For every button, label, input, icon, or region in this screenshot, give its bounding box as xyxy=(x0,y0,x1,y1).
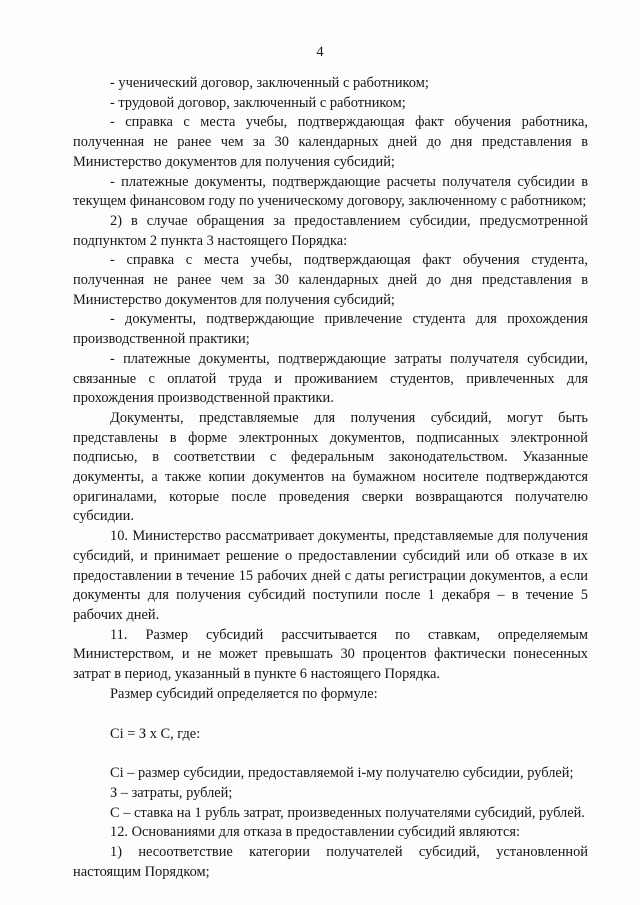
paragraph: 11. Размер субсидий рассчитывается по ставкам, определяемым Министерством, и не может превышать 30 процентов фактически понесенных затрат в период, указанный в пункте 6 настоящего Порядка. xyxy=(73,626,588,683)
page-number: 4 xyxy=(316,44,324,60)
paragraph: - платежные документы, подтверждающие затраты получателя субсидии, связанные с оплатой труда и проживанием студентов, привлеченных для прохождения производственной практики. xyxy=(73,350,588,407)
paragraph: - платежные документы, подтверждающие расчеты получателя субсидии в текущем финансовом году по ученическому договору, заключенному с работником; xyxy=(73,173,588,210)
paragraph: - документы, подтверждающие привлечение студента для прохождения производственной практики; xyxy=(73,311,588,348)
definition-paragraph: Сi – размер субсидии, предоставляемой i-му получателю субсидии, рублей; xyxy=(110,765,574,782)
formula: Сi = З х С, где: xyxy=(110,725,201,742)
paragraph: Размер субсидий определяется по формуле: xyxy=(110,685,378,702)
paragraph: 12. Основаниями для отказа в предоставлении субсидий являются: xyxy=(110,824,520,841)
definition-paragraph: С – ставка на 1 рубль затрат, произведенных получателями субсидий, рублей. xyxy=(110,804,585,821)
paragraph: - справка с места учебы, подтверждающая факт обучения работника, полученная не ранее чем за 30 календарных дней до дня представления в Министерство документов для получения субсидий; xyxy=(73,114,588,170)
definition-paragraph: З – затраты, рублей; xyxy=(110,784,233,801)
paragraph: - справка с места учебы, подтверждающая факт обучения студента, полученная не ранее чем за 30 календарных дней до дня представления в Министерство документов для получения субсидий; xyxy=(73,252,588,308)
paragraph: 10. Министерство рассматривает документы, представляемые для получения субсидий, и принимает решение о предоставлении субсидий или об отказе в их предоставлении в течение 15 рабочих дней с даты регистрации документов, а если документы для получения субсидий поступили после 1 декабря – в течение 5 рабочих дней. xyxy=(73,528,588,623)
paragraph: - ученический договор, заключенный с работником; xyxy=(110,75,429,91)
document-body xyxy=(73,74,588,882)
paragraph: Документы, представляемые для получения субсидий, могут быть представлены в форме электронных документов, подписанных электронной подписью, в соответствии с федеральным законодательством. Указанные документы, а также копии документов на бумажном носителе подтверждаются оригиналами, которые после проведения сверки возвращаются получателю субсидии. xyxy=(73,409,588,525)
paragraph: 1) несоответствие категории получателей субсидий, установленной настоящим Порядком; xyxy=(73,844,588,880)
paragraph: 2) в случае обращения за предоставлением субсидии, предусмотренной подпунктом 2 пункта 3 настоящего Порядка: xyxy=(73,212,588,249)
paragraph: - трудовой договор, заключенный с работником; xyxy=(110,94,406,111)
